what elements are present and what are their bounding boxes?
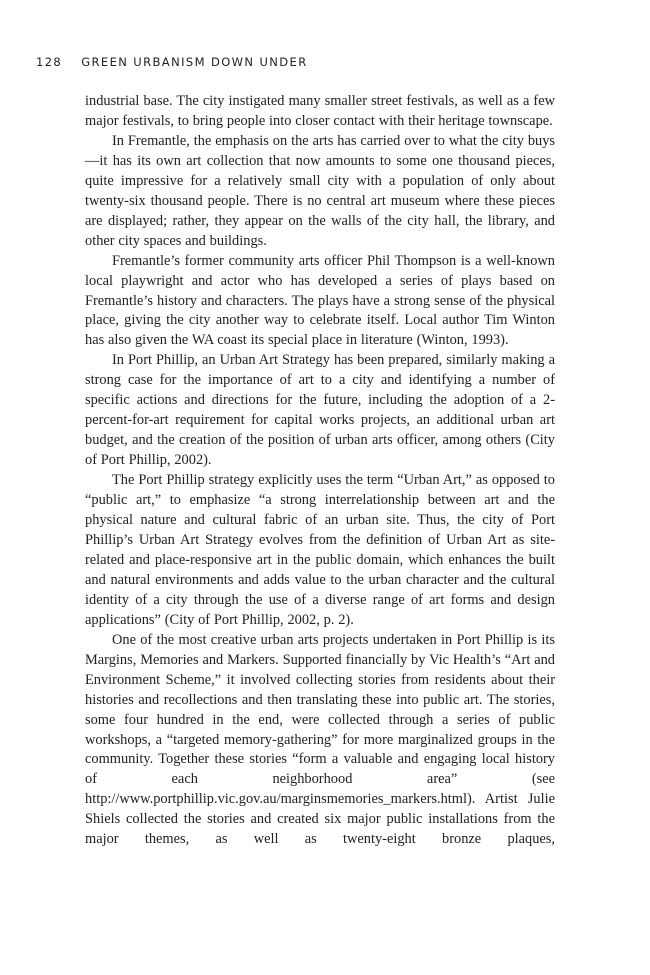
paragraph-urban-art-strategy: In Port Phillip, an Urban Art Strategy has been prepared, similarly making a strong case for the importance of art to a city and identifying a number of specific actions and directions for the future, including the adoption of a 2-percent-for-art requirement for capital works projects, an additional urban art budget, and the creation of the position of urban arts officer, among others (City of Port Phillip, 2002). <box>85 352 555 469</box>
running-head: GREEN URBANISM DOWN UNDER <box>81 55 308 69</box>
paragraph-continued: industrial base. The city instigated many smaller street festivals, as well as a few major festivals, to bring people into closer contact with their heritage townscape. <box>85 93 555 129</box>
paragraph-phil-thompson: Fremantle’s former community arts officer Phil Thompson is a well-known local playwright and actor who has developed a series of plays based on Fremantle’s history and characters. The plays have a strong sense of the physical place, giving the city another way to celebrate itself. Local author Tim Winton has also given the WA coast its special place in literature (Winton, 1993). <box>85 252 555 349</box>
page-header <box>36 55 596 73</box>
paragraph-margins-memories-markers: One of the most creative urban arts projects undertaken in Port Phillip is its Margins, Memories and Markers. Supported financially by Vic Health’s “Art and Environment Scheme,” it involved collecting stories from residents about their histories and recollections and then translating these into public art. The stories, some four hundred in the end, were collected through a series of public workshops, a “targeted memory-gathering” for more marginalized groups in the community. Together these stories “form a valuable and engaging local history of each neighborhood area” (see http://www.portphillip.vic.gov.au/marginsmemories_markers.html). Artist Julie Shiels collected the stories and created six major public installations from the major themes, as well as twenty-eight bronze plaques, <box>85 631 555 848</box>
page-number: 128 <box>36 55 63 69</box>
paragraph-strategy-definition: The Port Phillip strategy explicitly uses the term “Urban Art,” as opposed to “public art,” to emphasize “a strong interrelationship between art and the physical nature and cultural fabric of an urban site. Thus, the city of Port Phillip’s Urban Art Strategy evolves from the definition of Urban Art as site-related and place-responsive art in the public domain, which enhances the built and natural environments and adds value to the urban character and the cultural identity of a city through the use of a diverse range of art forms and design applications” (City of Port Phillip, 2002, p. 2). <box>85 472 555 628</box>
paragraph-fremantle-collection: In Fremantle, the emphasis on the arts has carried over to what the city buys—it has its own art collection that now amounts to some one thousand pieces, quite impressive for a relatively small city with a population of only about twenty-six thousand people. There is no central art museum where these pieces are displayed; rather, they appear on the walls of the city hall, the library, and other city spaces and buildings. <box>85 132 555 249</box>
body-text <box>85 92 555 850</box>
